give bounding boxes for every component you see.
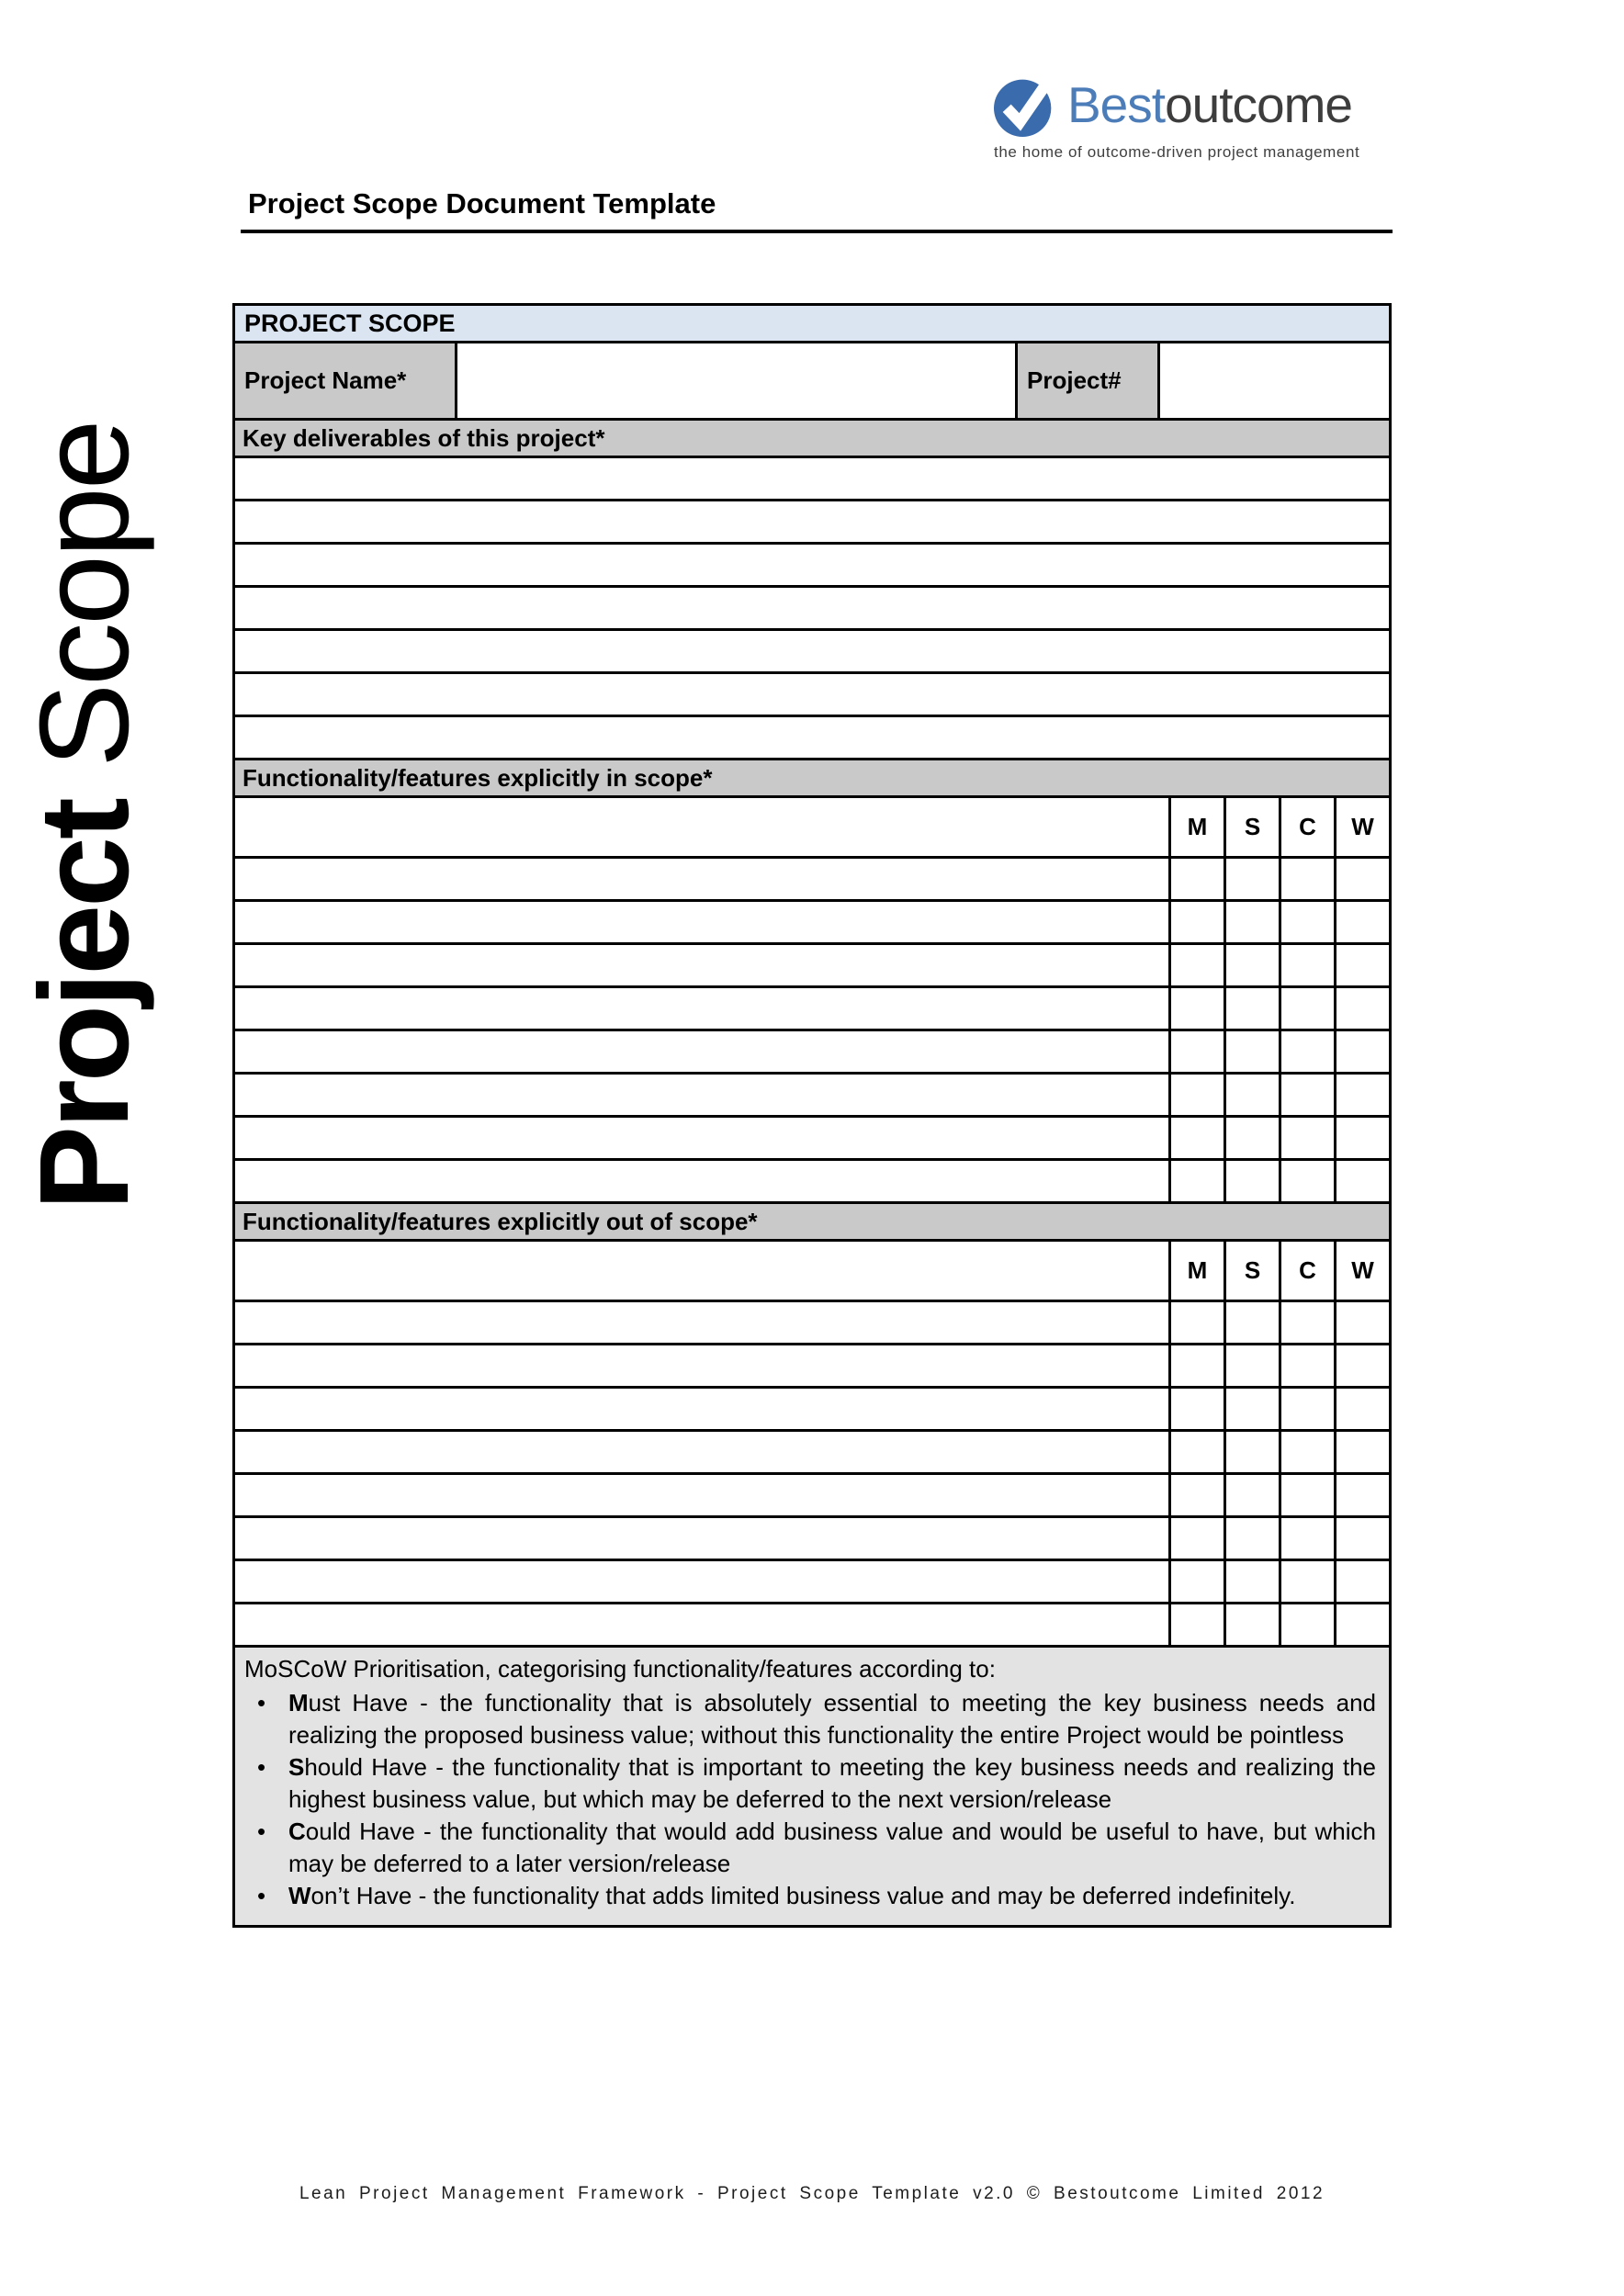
moscow-bullet-wont: • Won’t Have - the functionality that adds limited business value and may be deferred indefinitely.: [244, 1880, 1376, 1912]
mscw-cell[interactable]: [1279, 1475, 1334, 1515]
mscw-cell[interactable]: [1168, 1604, 1224, 1645]
document-title: Project Scope Document Template: [241, 187, 1393, 233]
mscw-cell[interactable]: [1279, 1389, 1334, 1429]
mscw-cell[interactable]: [1334, 1475, 1389, 1515]
mscw-cell[interactable]: [1279, 1561, 1334, 1602]
mscw-cell[interactable]: [1334, 902, 1389, 942]
mscw-cell[interactable]: [1334, 1389, 1389, 1429]
in-scope-item-input[interactable]: [235, 902, 1168, 942]
mscw-cell[interactable]: [1334, 945, 1389, 985]
out-of-scope-item-input[interactable]: [235, 1432, 1168, 1472]
out-of-scope-item-input[interactable]: [235, 1475, 1168, 1515]
logo-tagline: the home of outcome-driven project management: [994, 143, 1360, 161]
mscw-cell[interactable]: [1224, 945, 1279, 985]
deliverable-row-input[interactable]: [235, 717, 1389, 758]
mscw-cell[interactable]: [1224, 1475, 1279, 1515]
project-number-input[interactable]: [1160, 343, 1389, 418]
in-scope-item-input[interactable]: [235, 798, 1168, 856]
mscw-column-could: C: [1279, 1242, 1334, 1300]
checkmark-circle-icon: [994, 72, 1056, 138]
logo: [994, 72, 1404, 162]
out-of-scope-item-input[interactable]: [235, 1561, 1168, 1602]
mscw-cell[interactable]: [1334, 1075, 1389, 1115]
out-of-scope-header: Functionality/features explicitly out of scope*: [235, 1204, 1389, 1239]
moscow-explanation: [235, 1648, 1389, 1925]
mscw-cell[interactable]: [1224, 1518, 1279, 1559]
mscw-cell[interactable]: [1168, 902, 1224, 942]
mscw-cell[interactable]: [1168, 1561, 1224, 1602]
moscow-bullet-could: • Could Have - the functionality that would add business value and would be useful to have, but which may be deferred to a later version/release: [244, 1816, 1376, 1880]
mscw-cell[interactable]: [1224, 1389, 1279, 1429]
side-watermark-label: [14, 264, 158, 1210]
side-label-scope: Scope: [14, 422, 155, 768]
mscw-cell[interactable]: [1334, 988, 1389, 1029]
in-scope-header: Functionality/features explicitly in scope*: [235, 760, 1389, 795]
mscw-cell[interactable]: [1168, 859, 1224, 899]
mscw-cell[interactable]: [1168, 1475, 1224, 1515]
mscw-cell[interactable]: [1168, 1389, 1224, 1429]
mscw-cell[interactable]: [1334, 1161, 1389, 1201]
mscw-cell[interactable]: [1168, 1345, 1224, 1386]
brand-wordmark: [1067, 72, 1352, 138]
mscw-cell[interactable]: [1334, 859, 1389, 899]
mscw-cell[interactable]: [1334, 1118, 1389, 1158]
out-of-scope-item-input[interactable]: [235, 1389, 1168, 1429]
mscw-cell[interactable]: [1334, 1561, 1389, 1602]
mscw-cell[interactable]: [1334, 1031, 1389, 1072]
mscw-cell[interactable]: [1279, 1604, 1334, 1645]
mscw-cell[interactable]: [1334, 1518, 1389, 1559]
mscw-cell[interactable]: [1279, 859, 1334, 899]
mscw-column-wont: W: [1334, 1242, 1389, 1300]
moscow-bullet-list: [244, 1687, 1376, 1912]
mscw-cell[interactable]: [1168, 1161, 1224, 1201]
moscow-intro: MoSCoW Prioritisation, categorising functionality/features according to:: [244, 1655, 996, 1683]
mscw-cell[interactable]: [1334, 1432, 1389, 1472]
side-label-project: Project: [14, 800, 155, 1210]
form-section-title: PROJECT SCOPE: [235, 306, 1389, 341]
mscw-cell[interactable]: [1168, 1118, 1224, 1158]
deliverable-row-input[interactable]: [235, 674, 1389, 715]
mscw-cell[interactable]: [1279, 1345, 1334, 1386]
mscw-cell[interactable]: [1334, 1345, 1389, 1386]
deliverable-row-input[interactable]: [235, 588, 1389, 628]
mscw-cell[interactable]: [1224, 1075, 1279, 1115]
in-scope-item-input[interactable]: [235, 988, 1168, 1029]
mscw-cell[interactable]: [1279, 988, 1334, 1029]
out-of-scope-item-input[interactable]: [235, 1604, 1168, 1645]
mscw-cell[interactable]: [1279, 1302, 1334, 1343]
project-name-input[interactable]: [457, 343, 1018, 418]
mscw-column-wont: W: [1334, 798, 1389, 856]
project-name-label: Project Name*: [235, 343, 457, 418]
mscw-cell[interactable]: [1224, 1345, 1279, 1386]
brand-text-best: Best: [1067, 76, 1166, 133]
mscw-cell[interactable]: [1279, 1432, 1334, 1472]
mscw-cell[interactable]: [1224, 1432, 1279, 1472]
mscw-cell[interactable]: [1224, 1302, 1279, 1343]
deliverable-row-input[interactable]: [235, 545, 1389, 585]
mscw-column-should: S: [1224, 798, 1279, 856]
project-number-label: Project#: [1018, 343, 1160, 418]
key-deliverables-header: Key deliverables of this project*: [235, 421, 1389, 456]
mscw-cell[interactable]: [1224, 1604, 1279, 1645]
mscw-column-should: S: [1224, 1242, 1279, 1300]
deliverable-row-input[interactable]: [235, 631, 1389, 671]
moscow-bullet-should: • Should Have - the functionality that is important to meeting the key business needs and realizing the highest business value, but which may be deferred to the next version/release: [244, 1751, 1376, 1816]
mscw-cell[interactable]: [1224, 1118, 1279, 1158]
mscw-cell[interactable]: [1334, 1302, 1389, 1343]
mscw-cell[interactable]: [1279, 945, 1334, 985]
out-of-scope-item-input[interactable]: [235, 1302, 1168, 1343]
in-scope-item-input[interactable]: [235, 1031, 1168, 1072]
out-of-scope-item-input[interactable]: [235, 1345, 1168, 1386]
mscw-cell[interactable]: [1224, 902, 1279, 942]
in-scope-item-input[interactable]: [235, 859, 1168, 899]
deliverable-row-input[interactable]: [235, 458, 1389, 499]
mscw-cell[interactable]: [1168, 1031, 1224, 1072]
moscow-bullet-must: • Must Have - the functionality that is absolutely essential to meeting the key business needs and realizing the proposed business value; without this functionality the entire Project would be pointless: [244, 1687, 1376, 1751]
out-of-scope-item-input[interactable]: [235, 1518, 1168, 1559]
footer-text: Lean Project Management Framework - Project Scope Template v2.0 © Bestoutcome Limited 2012: [299, 2184, 1325, 2203]
project-scope-form: [232, 303, 1392, 1928]
mscw-column-must: M: [1168, 1242, 1224, 1300]
in-scope-item-input[interactable]: [235, 945, 1168, 985]
mscw-cell[interactable]: [1279, 1161, 1334, 1201]
mscw-cell[interactable]: [1224, 1031, 1279, 1072]
mscw-cell[interactable]: [1224, 859, 1279, 899]
mscw-cell[interactable]: [1279, 1075, 1334, 1115]
mscw-column-must: M: [1168, 798, 1224, 856]
mscw-cell[interactable]: [1224, 1561, 1279, 1602]
in-scope-item-input[interactable]: [235, 1075, 1168, 1115]
in-scope-item-input[interactable]: [235, 1118, 1168, 1158]
mscw-cell[interactable]: [1168, 988, 1224, 1029]
in-scope-item-input[interactable]: [235, 1161, 1168, 1201]
mscw-cell[interactable]: [1224, 1161, 1279, 1201]
out-of-scope-item-input[interactable]: [235, 1242, 1168, 1300]
mscw-cell[interactable]: [1279, 902, 1334, 942]
mscw-cell[interactable]: [1168, 1518, 1224, 1559]
brand-text-outcome: outcome: [1165, 76, 1353, 133]
mscw-cell[interactable]: [1279, 1518, 1334, 1559]
mscw-cell[interactable]: [1334, 1604, 1389, 1645]
mscw-cell[interactable]: [1168, 1432, 1224, 1472]
mscw-cell[interactable]: [1168, 1075, 1224, 1115]
mscw-cell[interactable]: [1168, 1302, 1224, 1343]
deliverable-row-input[interactable]: [235, 501, 1389, 542]
mscw-cell[interactable]: [1224, 988, 1279, 1029]
mscw-cell[interactable]: [1279, 1031, 1334, 1072]
mscw-cell[interactable]: [1168, 945, 1224, 985]
mscw-cell[interactable]: [1279, 1118, 1334, 1158]
mscw-column-could: C: [1279, 798, 1334, 856]
